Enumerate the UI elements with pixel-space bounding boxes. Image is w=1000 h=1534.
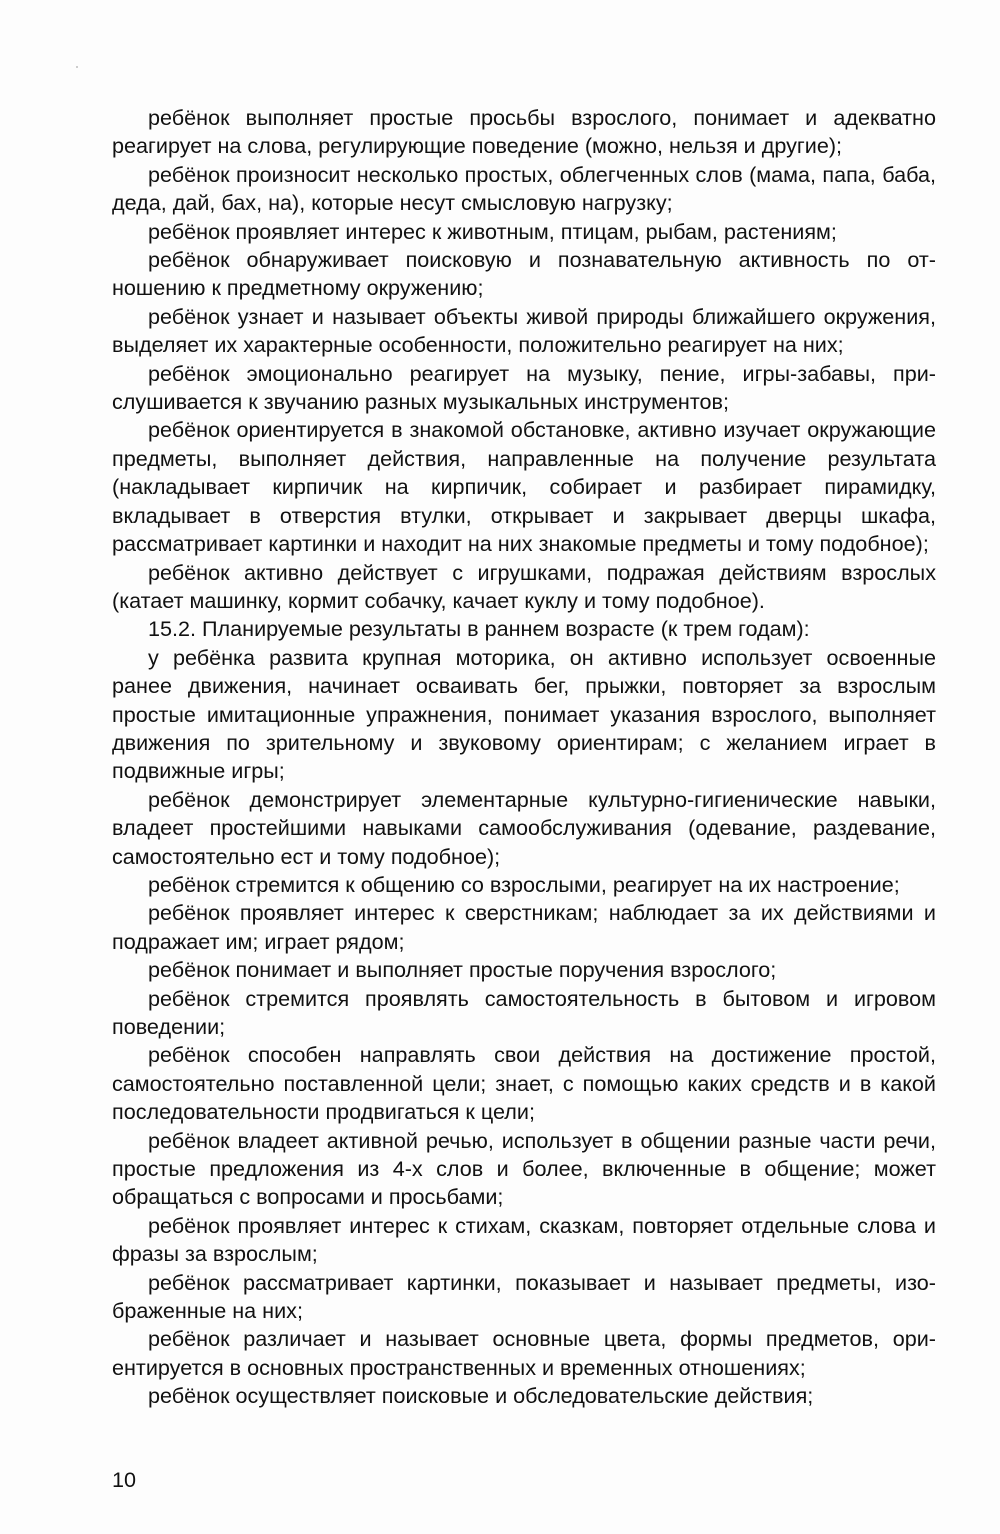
scan-speck (76, 66, 78, 68)
paragraph: ребёнок различает и называет основные цвета, формы предметов, ориентируется в основных пространственных и временных отношениях; (112, 1326, 936, 1380)
paragraph: у ребёнка развита крупная моторика, он активно использует освоенные ранее движения, начинает осваивать бег, прыжки, повторяет за взрослым простые имитационные упражнения, понимает указания взрослого, выполняет движения по зрительному и звуковому ориентирам; с желанием играет в подвижные игры; (112, 644, 936, 784)
paragraph: ребёнок осуществляет поисковые и обследовательские действия; (148, 1383, 814, 1409)
paragraph: ребёнок проявляет интерес к сверстникам; наблюдает за их действиями и подражает им; играет рядом; (112, 900, 936, 954)
paragraph: ребёнок обнаруживает поисковую и познавательную активность по отношению к предметному окружению; (112, 247, 936, 301)
paragraph: ребёнок рассматривает картинки, показывает и называет предметы, изображенные на них; (112, 1269, 936, 1324)
paragraph: ребёнок стремится к общению со взрослыми, реагирует на их настроение; (148, 871, 900, 897)
paragraph: ребёнок активно действует с игрушками, подражая действиям взрослых (катает машинку, кормит собачку, качает куклу и тому подобное). (112, 559, 936, 613)
paragraph: ребёнок ориентируется в знакомой обстановке, активно изучает окружающие предметы, выполняет действия, направленные на получение результата (накладывает кирпичик на кирпичик, собирает и разбирает пирамидку, вкладывает в отверстия втулки, открывает и закрывает дверцы шкафа, рассматривает картинки и находит на них знакомые предметы и тому подобное); (112, 417, 936, 557)
paragraph: ребёнок способен направлять свои действия на достижение простой, самостоятельно поставленной цели; знает, с помощью каких средств и в какой последовательности продвигаться к цели; (112, 1042, 936, 1125)
paragraph: ребёнок выполняет простые просьбы взрослого, понимает и адекватно реагирует на слова, регулирующие поведение (можно, нельзя и другие); (112, 105, 936, 159)
paragraph: ребёнок понимает и выполняет простые поручения взрослого; (148, 957, 777, 983)
paragraph: ребёнок эмоционально реагирует на музыку, пение, игры-забавы, прислушивается к звучанию разных музыкальных инструментов; (112, 360, 936, 415)
paragraph: ребёнок стремится проявлять самостоятельность в бытовом и игровом поведении; (112, 985, 936, 1039)
paragraph: ребёнок произносит несколько простых, облегченных слов (мама, папа, баба, деда, дай, бах, на), которые несут смысловую нагрузку; (112, 161, 936, 216)
body-text (112, 104, 936, 1411)
page-number: 10 (112, 1467, 137, 1492)
paragraph: ребёнок проявляет интерес к стихам, сказкам, повторяет отдельные слова и фразы за взрослым; (112, 1212, 936, 1267)
section-heading: 15.2. Планируемые результаты в раннем возрасте (к трем годам): (148, 616, 810, 642)
paragraph: ребёнок демонстрирует элементарные культурно-гигиенические навыки, владеет простейшими навыками самообслуживания (одевание, раздевание, самостоятельно ест и тому подобное); (112, 786, 936, 869)
paragraph: ребёнок владеет активной речью, использует в общении разные части речи, простые предложения из 4-х слов и более, включенные в общение; может обращаться с вопросами и просьбами; (112, 1127, 936, 1210)
paragraph: ребёнок узнает и называет объекты живой природы ближайшего окружения, выделяет их характерные особенности, положительно реагирует на них; (112, 303, 936, 358)
paragraph: ребёнок проявляет интерес к животным, птицам, рыбам, растениям; (148, 218, 837, 244)
